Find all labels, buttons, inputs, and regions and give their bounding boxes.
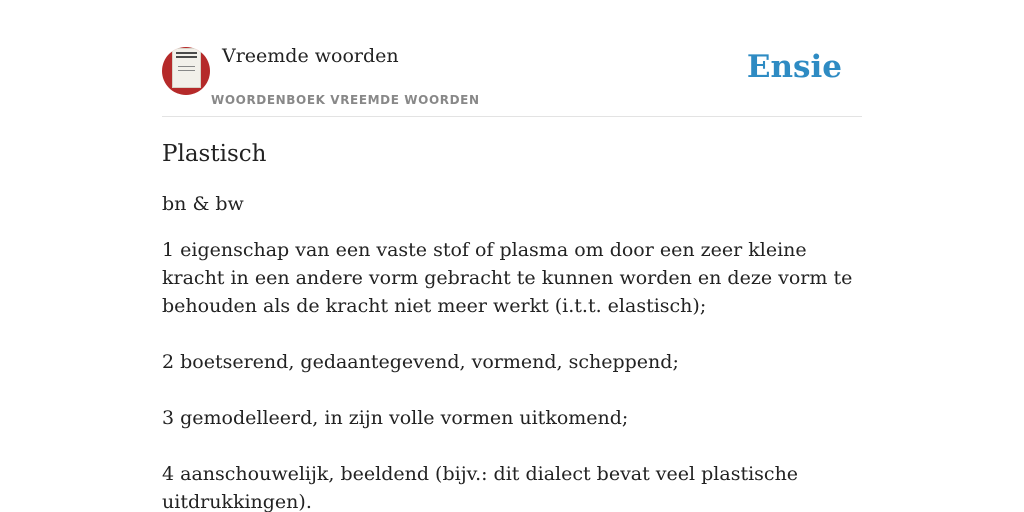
definition-3: 3 gemodelleerd, in zijn volle vormen uitkomend;: [162, 407, 629, 429]
word-type: bn & bw: [162, 193, 244, 215]
entry-content: [162, 138, 862, 512]
book-cover-icon: [172, 48, 201, 88]
blog-avatar[interactable]: [162, 47, 210, 95]
definition-1: 1 eigenschap van een vaste stof of plasma om door een zeer kleine kracht in een andere vorm gebracht te kunnen worden en deze vorm te behouden als de kracht niet meer werkt (i.t.t. elastisch);: [162, 239, 853, 317]
entry-title: Plastisch: [162, 141, 267, 167]
definition-4: 4 aanschouwelijk, beeldend (bijv.: dit dialect bevat veel plastische uitdrukkingen).: [162, 463, 799, 512]
site-header: [162, 0, 862, 117]
blog-name-link[interactable]: Vreemde woorden: [222, 45, 399, 67]
definition-2: 2 boetserend, gedaantegevend, vormend, scheppend;: [162, 351, 679, 373]
ensie-logo-link[interactable]: Ensie: [746, 49, 842, 85]
blog-subtitle: WOORDENBOEK VREEMDE WOORDEN: [211, 93, 480, 107]
